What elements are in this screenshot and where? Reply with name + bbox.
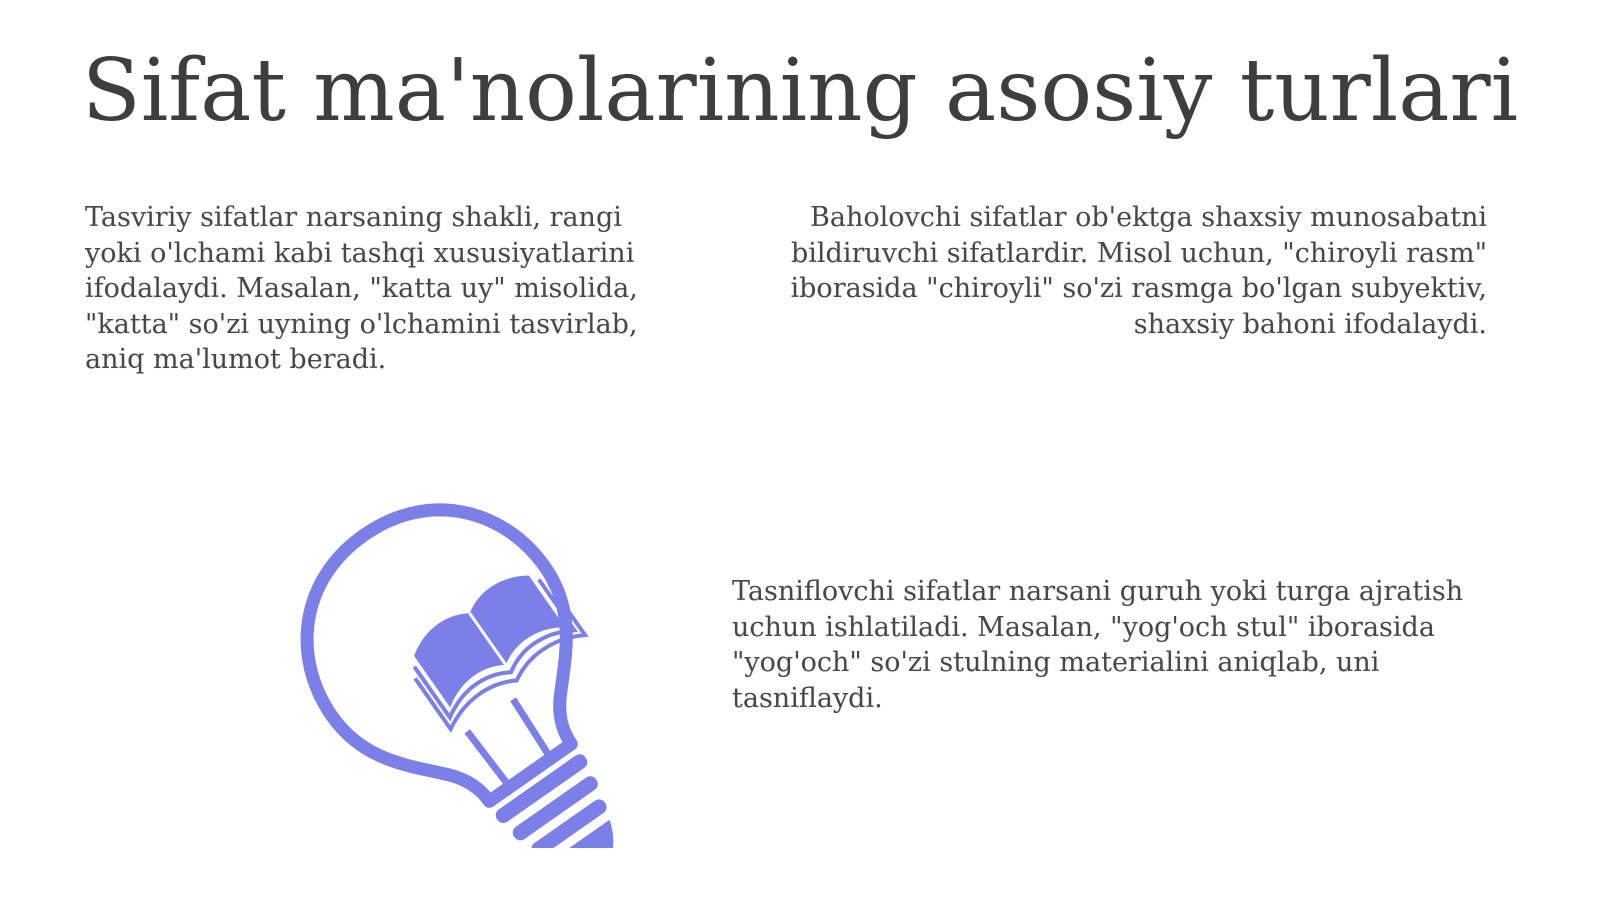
evaluative-adjectives-paragraph: Baholovchi sifatlar ob'ektga shaxsiy munosabatni bildiruvchi sifatlardir. Misol uchun, "chiroyli rasm" iborasida "chiroyli" so'zi rasmga bo'lgan subyektiv, shaxsiy bahoni ifodalaydi.: [790, 202, 1487, 340]
descriptive-adjectives-paragraph: Tasviriy sifatlar narsaning shakli, rangi yoki o'lchami kabi tashqi xususiyatlarini ifodalaydi. Masalan, "katta uy" misolida, "katta" so'zi uyning o'lchamini tasvirlab, aniq ma'lumot beradi.: [85, 202, 638, 375]
lightbulb-with-book-icon: [200, 498, 620, 848]
classifying-adjectives-paragraph: Tasniflovchi sifatlar narsani guruh yoki turga ajratish uchun ishlatiladi. Masalan, "yog'och stul" iborasida "yog'och" so'zi stulning materialini aniqlab, uni tasniflaydi.: [732, 576, 1464, 714]
slide-title: Sifat ma'nolarining asosiy turlari: [81, 41, 1519, 141]
